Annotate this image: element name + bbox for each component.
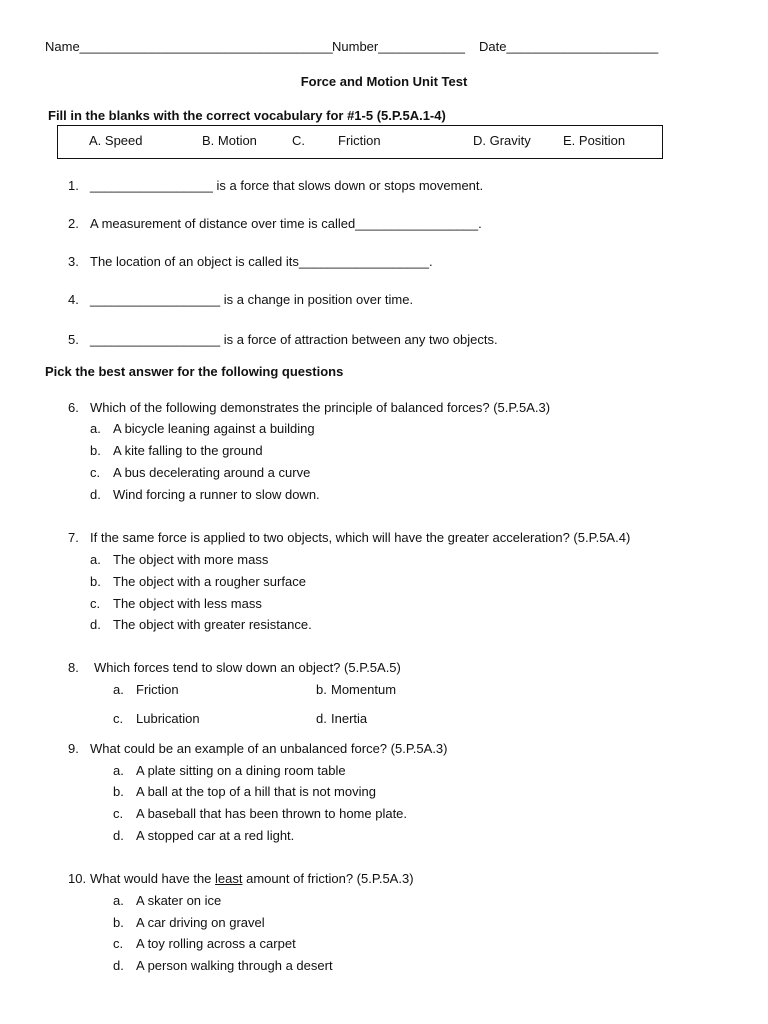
option-letter: a. [90, 552, 101, 567]
name-field-label: Name___________________________________ [45, 39, 333, 54]
option-letter: a. [113, 682, 124, 697]
question-number: 1. [68, 178, 79, 193]
option-letter: d. [316, 711, 327, 726]
date-field-label: Date_____________________ [479, 39, 659, 54]
question-number: 2. [68, 216, 79, 231]
option-text: A bicycle leaning against a building [113, 421, 315, 436]
option-text: Momentum [331, 682, 397, 697]
option-text: The object with more mass [113, 552, 269, 567]
option-text: A bus decelerating around a curve [113, 465, 311, 480]
question-text: Which of the following demonstrates the principle of balanced forces? (5.P.5A.3) [90, 400, 551, 415]
question-text: _________________ is a force that slows down or stops movement. [90, 178, 484, 193]
option-text: Wind forcing a runner to slow down. [113, 487, 320, 502]
option-letter: a. [113, 893, 124, 908]
option-letter: c. [90, 465, 101, 480]
option-letter: c. [90, 596, 101, 611]
question-text: If the same force is applied to two objects, which will have the greater acceleration? (5.P.5A.4) [90, 530, 631, 545]
question-number: 8. [68, 660, 79, 675]
option-text: A person walking through a desert [136, 958, 333, 973]
section2-heading: Pick the best answer for the following questions [45, 364, 344, 379]
option-letter: d. [90, 487, 101, 502]
section1-heading: Fill in the blanks with the correct vocabulary for #1-5 (5.P.5A.1-4) [48, 108, 446, 123]
option-text: A plate sitting on a dining room table [136, 763, 346, 778]
question-text-emphasis: least [215, 871, 243, 886]
option-letter: b. [316, 682, 327, 697]
option-text: A stopped car at a red light. [136, 828, 295, 843]
option-letter: d. [90, 617, 101, 632]
vocab-item-c-letter: C. [292, 133, 305, 148]
vocab-item-speed: A. Speed [89, 133, 143, 148]
option-text: A car driving on gravel [136, 915, 265, 930]
option-letter: c. [113, 711, 124, 726]
option-text: The object with a rougher surface [113, 574, 306, 589]
option-letter: d. [113, 828, 124, 843]
question-text: __________________ is a change in position over time. [90, 292, 414, 307]
question-text: The location of an object is called its__________________. [90, 254, 433, 269]
option-text: A kite falling to the ground [113, 443, 263, 458]
option-text: A baseball that has been thrown to home plate. [136, 806, 408, 821]
option-letter: b. [113, 915, 124, 930]
option-letter: a. [113, 763, 124, 778]
number-field-label: Number____________ [332, 39, 465, 54]
option-text: The object with greater resistance. [113, 617, 312, 632]
question-text [90, 871, 414, 886]
option-text: A skater on ice [136, 893, 222, 908]
question-text: __________________ is a force of attraction between any two objects. [90, 332, 498, 347]
question-text-before: What would have the [90, 871, 216, 886]
option-letter: a. [90, 421, 101, 436]
vocab-item-position: E. Position [563, 133, 626, 148]
option-text: Friction [136, 682, 179, 697]
option-text: The object with less mass [113, 596, 262, 611]
question-number: 10. [68, 871, 87, 886]
question-text: Which forces tend to slow down an object? (5.P.5A.5) [94, 660, 401, 675]
question-number: 4. [68, 292, 79, 307]
option-letter: b. [113, 784, 124, 799]
option-letter: b. [90, 443, 101, 458]
question-text-after: amount of friction? (5.P.5A.3) [242, 871, 414, 886]
page-title: Force and Motion Unit Test [300, 74, 468, 89]
option-letter: c. [113, 806, 124, 821]
question-number: 3. [68, 254, 79, 269]
question-text: What could be an example of an unbalanced force? (5.P.5A.3) [90, 741, 448, 756]
option-letter: d. [113, 958, 124, 973]
option-text: Lubrication [136, 711, 200, 726]
option-letter: c. [113, 936, 124, 951]
question-number: 6. [68, 400, 79, 415]
question-text: A measurement of distance over time is called_________________. [90, 216, 482, 231]
question-number: 7. [68, 530, 79, 545]
option-text: A toy rolling across a carpet [136, 936, 296, 951]
vocab-item-friction: Friction [338, 133, 381, 148]
vocab-item-motion: B. Motion [202, 133, 257, 148]
question-number: 5. [68, 332, 79, 347]
vocab-item-gravity: D. Gravity [473, 133, 531, 148]
option-letter: b. [90, 574, 101, 589]
option-text: Inertia [331, 711, 368, 726]
option-text: A ball at the top of a hill that is not moving [136, 784, 376, 799]
question-number: 9. [68, 741, 79, 756]
